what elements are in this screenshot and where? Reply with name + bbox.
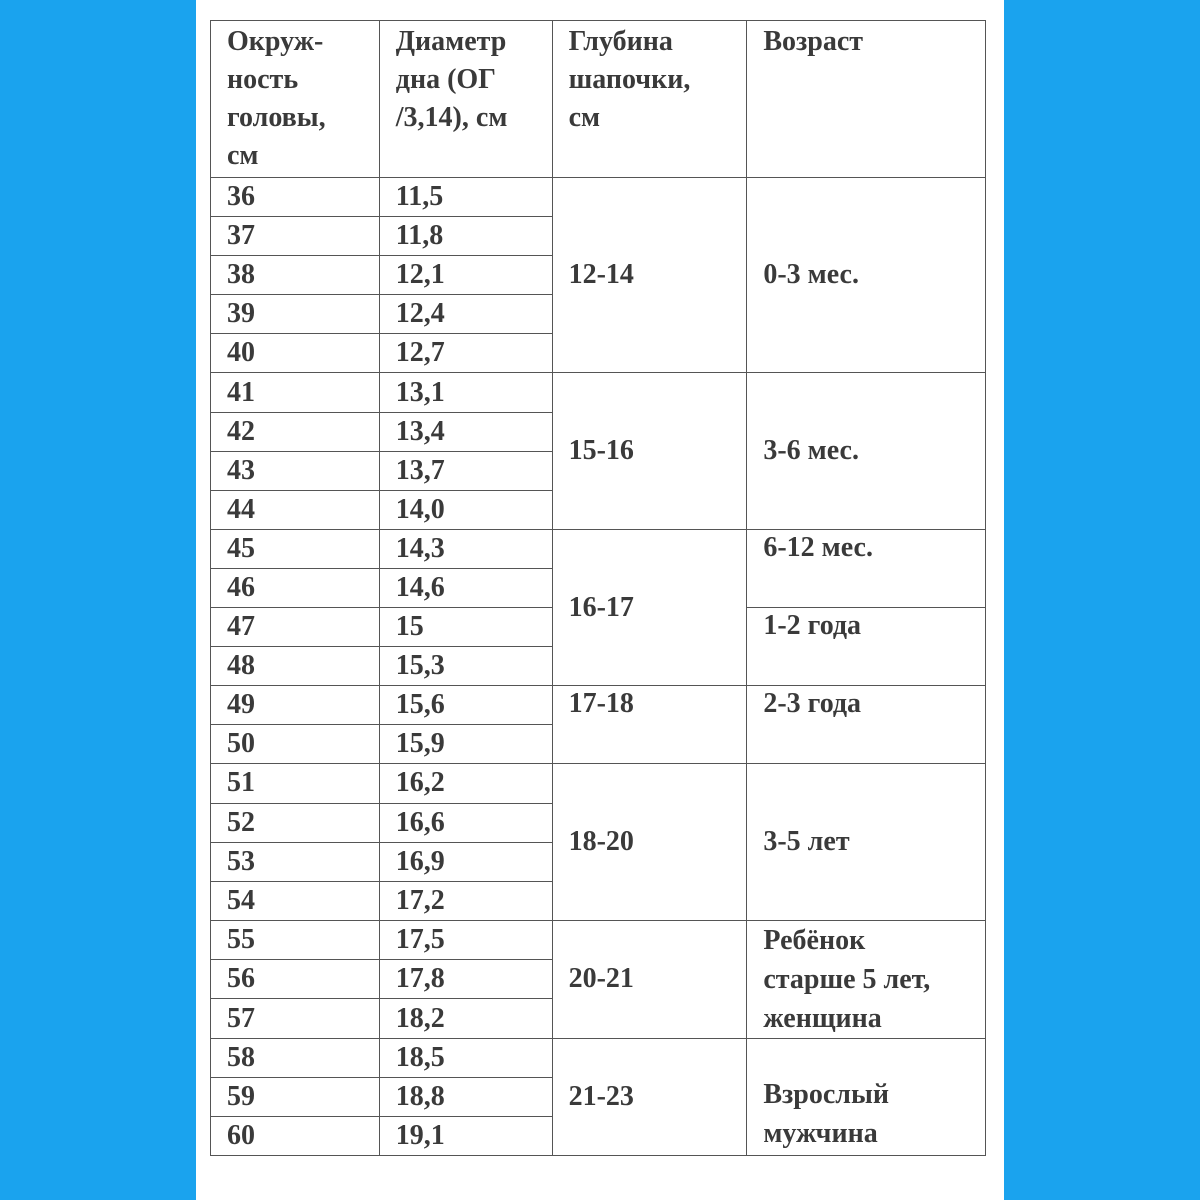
age-label-line: мужчина: [763, 1118, 878, 1150]
head-circumference-cell: 46: [211, 568, 380, 607]
head-circumference-cell: 37: [211, 217, 380, 256]
table-row: [211, 178, 986, 217]
bottom-diameter-cell: 12,1: [379, 256, 552, 295]
bottom-diameter-cell: 11,5: [379, 178, 552, 217]
table-row: [211, 1038, 986, 1077]
age-label-line: 3-6 мес.: [763, 435, 859, 467]
head-circumference-cell: 52: [211, 803, 380, 842]
head-circumference-cell: 60: [211, 1116, 380, 1155]
head-circumference-cell: 41: [211, 373, 380, 412]
bottom-diameter-cell: 18,5: [379, 1038, 552, 1077]
head-circumference-cell: 43: [211, 451, 380, 490]
bottom-diameter-cell: 13,4: [379, 412, 552, 451]
bottom-diameter-cell: 16,6: [379, 803, 552, 842]
age-cell: [747, 920, 986, 1038]
hat-depth-cell: 16-17: [552, 529, 747, 685]
age-cell: [747, 1038, 986, 1155]
age-cell: [747, 608, 986, 686]
table-row: [211, 764, 986, 803]
head-circumference-cell: 44: [211, 490, 380, 529]
head-circumference-cell: 57: [211, 999, 380, 1038]
table-row: [211, 529, 986, 568]
header-row: [211, 21, 986, 178]
header-hat-depth: Глубина шапочки, см: [552, 21, 747, 178]
hat-depth-cell: 21-23: [552, 1038, 747, 1155]
header-bottom-diameter: Диаметр дна (ОГ /3,14), см: [379, 21, 552, 178]
head-circumference-cell: 56: [211, 960, 380, 999]
head-circumference-cell: 53: [211, 842, 380, 881]
bottom-diameter-cell: 17,5: [379, 920, 552, 959]
table-row: [211, 686, 986, 725]
head-circumference-cell: 42: [211, 412, 380, 451]
age-cell: [747, 764, 986, 920]
bottom-diameter-cell: 15,9: [379, 725, 552, 764]
bottom-diameter-cell: 14,3: [379, 529, 552, 568]
bottom-diameter-cell: 16,9: [379, 842, 552, 881]
age-label-line: женщина: [763, 1002, 882, 1034]
age-label-line: 1-2 года: [763, 610, 862, 642]
bottom-diameter-cell: 18,8: [379, 1077, 552, 1116]
head-circumference-cell: 38: [211, 256, 380, 295]
bottom-diameter-cell: 15,3: [379, 647, 552, 686]
head-circumference-cell: 51: [211, 764, 380, 803]
bottom-diameter-cell: 19,1: [379, 1116, 552, 1155]
bottom-diameter-cell: 11,8: [379, 217, 552, 256]
head-circumference-cell: 45: [211, 529, 380, 568]
age-label-line: 6-12 мес.: [763, 531, 873, 563]
table-header: [211, 21, 986, 178]
head-circumference-cell: 50: [211, 725, 380, 764]
head-circumference-cell: 49: [211, 686, 380, 725]
head-circumference-cell: 47: [211, 608, 380, 647]
age-label-line: 3-5 лет: [763, 826, 850, 858]
age-cell: [747, 178, 986, 373]
hat-depth-cell: 18-20: [552, 764, 747, 920]
bottom-diameter-cell: 17,8: [379, 960, 552, 999]
head-circumference-cell: 55: [211, 920, 380, 959]
hat-depth-cell: 20-21: [552, 920, 747, 1038]
bottom-diameter-cell: 12,4: [379, 295, 552, 334]
bottom-diameter-cell: 13,7: [379, 451, 552, 490]
bottom-diameter-cell: 14,6: [379, 568, 552, 607]
bottom-diameter-cell: 15,6: [379, 686, 552, 725]
document-page: [196, 0, 1004, 1200]
bottom-diameter-cell: 17,2: [379, 881, 552, 920]
table-row: [211, 920, 986, 959]
head-circumference-cell: 48: [211, 647, 380, 686]
age-cell: [747, 529, 986, 607]
bottom-diameter-cell: 14,0: [379, 490, 552, 529]
bottom-diameter-cell: 13,1: [379, 373, 552, 412]
head-circumference-cell: 39: [211, 295, 380, 334]
bottom-diameter-cell: 18,2: [379, 999, 552, 1038]
age-cell: [747, 373, 986, 529]
hat-depth-cell: 17-18: [552, 686, 747, 764]
table-body: [211, 178, 986, 1156]
age-label-line: Ребёнок: [763, 924, 866, 956]
header-head-circumference: Окруж- ность головы, см: [211, 21, 380, 178]
head-circumference-cell: 54: [211, 881, 380, 920]
age-cell: [747, 686, 986, 764]
age-label-line: Взрослый: [763, 1079, 889, 1111]
age-label-line: 2-3 года: [763, 688, 862, 720]
head-circumference-cell: 36: [211, 178, 380, 217]
age-label-line: старше 5 лет,: [763, 963, 931, 995]
hat-depth-cell: 15-16: [552, 373, 747, 529]
header-age: Возраст: [747, 21, 986, 178]
head-circumference-cell: 40: [211, 334, 380, 373]
head-circumference-cell: 58: [211, 1038, 380, 1077]
bottom-diameter-cell: 12,7: [379, 334, 552, 373]
table-row: [211, 373, 986, 412]
bottom-diameter-cell: 15: [379, 608, 552, 647]
head-circumference-cell: 59: [211, 1077, 380, 1116]
age-label-line: 0-3 мес.: [763, 259, 859, 291]
hat-depth-cell: 12-14: [552, 178, 747, 373]
bottom-diameter-cell: 16,2: [379, 764, 552, 803]
head-size-table: [210, 20, 986, 1156]
